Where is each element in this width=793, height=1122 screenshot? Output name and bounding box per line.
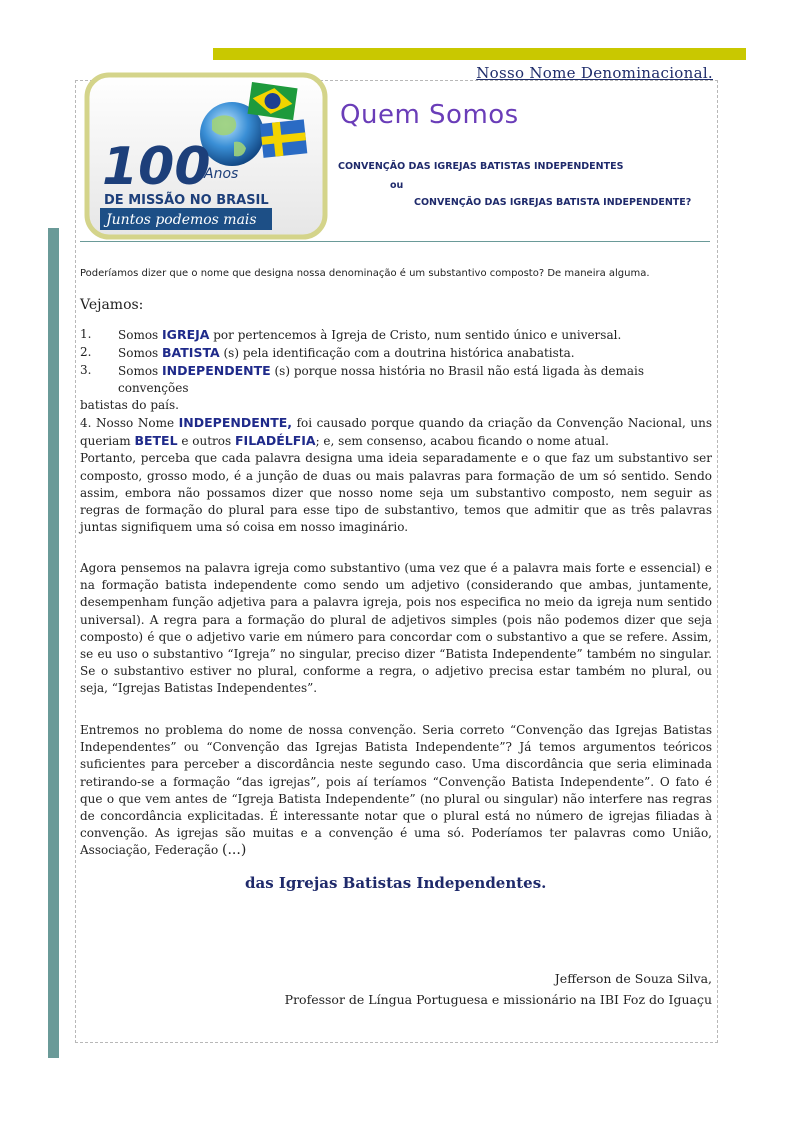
denomination-title: Nosso Nome Denominacional.	[476, 64, 713, 82]
paragraph-text: foi causado porque quando da criação da Convenção Nacional, uns queriam	[80, 416, 712, 449]
centenary-logo	[84, 72, 328, 240]
paragraph-text: ; e, sem consenso, acabou ficando o nome atual.	[315, 434, 609, 449]
intro-question: Poderíamos dizer que o nome que designa nossa denominação é um substantivo composto? De maneira alguma.	[80, 268, 650, 279]
logo-line2: Juntos podemos mais	[106, 212, 257, 228]
highlight-betel: BETEL	[134, 433, 178, 449]
list-text: Somos	[118, 364, 163, 378]
list-item	[80, 326, 712, 344]
list-text: Somos	[118, 328, 163, 342]
signature-role: Professor de Língua Portuguesa e missionário na IBI Foz do Iguaçu	[284, 992, 712, 1007]
list-item	[80, 344, 712, 362]
header-divider	[80, 241, 710, 242]
logo-number: 100	[102, 137, 211, 197]
paragraph-text: Portanto, perceba que cada palavra designa uma ideia separadamente e o que faz um substantivo ser composto, grosso modo, é a junção de duas ou mais palavras para formação de um só sentido. Sendo assim, embora não possamos dizer que nosso nome seja um substantivo composto, nem seguir as regras de formação do plural para esse tipo de substantivo, temos que admitir que as três palavras juntas signifiquem uma só coisa em nosso imaginário.	[80, 451, 712, 535]
paragraph-text: 4. Nosso Nome	[80, 416, 179, 430]
page-title: Quem Somos	[340, 100, 519, 130]
side-accent-bar	[48, 228, 59, 1058]
highlight-batista: BATISTA	[162, 345, 220, 360]
name-option-1: CONVENÇÃO DAS IGREJAS BATISTAS INDEPENDENTES	[338, 161, 624, 172]
list-number: 1.	[80, 327, 92, 341]
reasons-list	[80, 326, 712, 414]
highlight-igreja: IGREJA	[162, 327, 210, 342]
final-phrase: das Igrejas Batistas Independentes.	[245, 874, 547, 892]
highlight-independente: INDEPENDENTE	[162, 363, 271, 378]
name-option-2: CONVENÇÃO DAS IGREJAS BATISTA INDEPENDENTE?	[414, 197, 692, 208]
list-number: 2.	[80, 345, 92, 359]
paragraph-text: e outros	[177, 434, 235, 449]
vejamos-heading: Vejamos:	[80, 297, 144, 313]
list-continuation: batistas do país.	[80, 398, 179, 412]
highlight-filadelfia: FILADÉLFIA	[235, 433, 316, 449]
logo-line1: DE MISSÃO NO BRASIL	[104, 193, 269, 208]
list-text: (s) pela identificação com a doutrina histórica anabatista.	[219, 346, 575, 360]
list-text: (s) porque nossa história no Brasil não está ligada às demais convenções	[118, 364, 645, 395]
list-number: 3.	[80, 363, 92, 377]
paragraph-convention-name	[80, 722, 712, 860]
paragraph-name-origin	[80, 414, 712, 536]
list-item	[80, 362, 712, 397]
list-text: por pertencemos à Igreja de Cristo, num sentido único e universal.	[209, 328, 622, 342]
highlight-independente: INDEPENDENTE,	[178, 415, 293, 430]
paragraph-text: Entremos no problema do nome de nossa convenção. Seria correto “Convenção das Igrejas Batistas Independentes” ou “Convenção das Igrejas Batista Independente”? Já temos argumentos teóricos suficientes para perceber a discordância neste segundo caso. Uma discordância que seria eliminada retirando-se a formação “das igrejas”, pois aí teríamos “Convenção Batista Independente”. O fato é que o que vem antes de “Igreja Batista Independente” (no plural ou singular) não interfere nas regras de concordância explicitadas. É interessante notar que o plural está no número de igrejas filiadas à convenção. As igrejas são muitas e a convenção é uma só. Poderíamos ter palavras como União, Associação, Federação	[80, 723, 712, 858]
ellipsis: (...)	[222, 842, 247, 859]
logo-graphic	[84, 72, 328, 240]
paragraph-adjective-rule: Agora pensemos na palavra igreja como substantivo (uma vez que é a palavra mais forte e essencial) e na formação batista independente como sendo um adjetivo (considerando que ambas, juntamente, desempenham função adjetiva para a palavra igreja, pois nos especifica no meio da igreja num sentido universal). A regra para a formação do plural de adjetivos simples (pois não podemos dizer que seja composto) é que o adjetivo varie em número para concordar com o substantivo a que se refere. Assim, se eu uso o substantivo “Igreja” no singular, preciso dizer “Batista Independente” também no singular. Se o substantivo estiver no plural, conforme a regra, o adjetivo precisa estar também no plural, ou seja, “Igrejas Batistas Independentes”.	[80, 561, 712, 696]
logo-anos: Anos	[204, 166, 239, 182]
signature-name: Jefferson de Souza Silva,	[554, 971, 712, 986]
name-option-or: ou	[390, 180, 404, 191]
list-text: Somos	[118, 346, 163, 360]
top-accent-bar	[213, 48, 746, 60]
